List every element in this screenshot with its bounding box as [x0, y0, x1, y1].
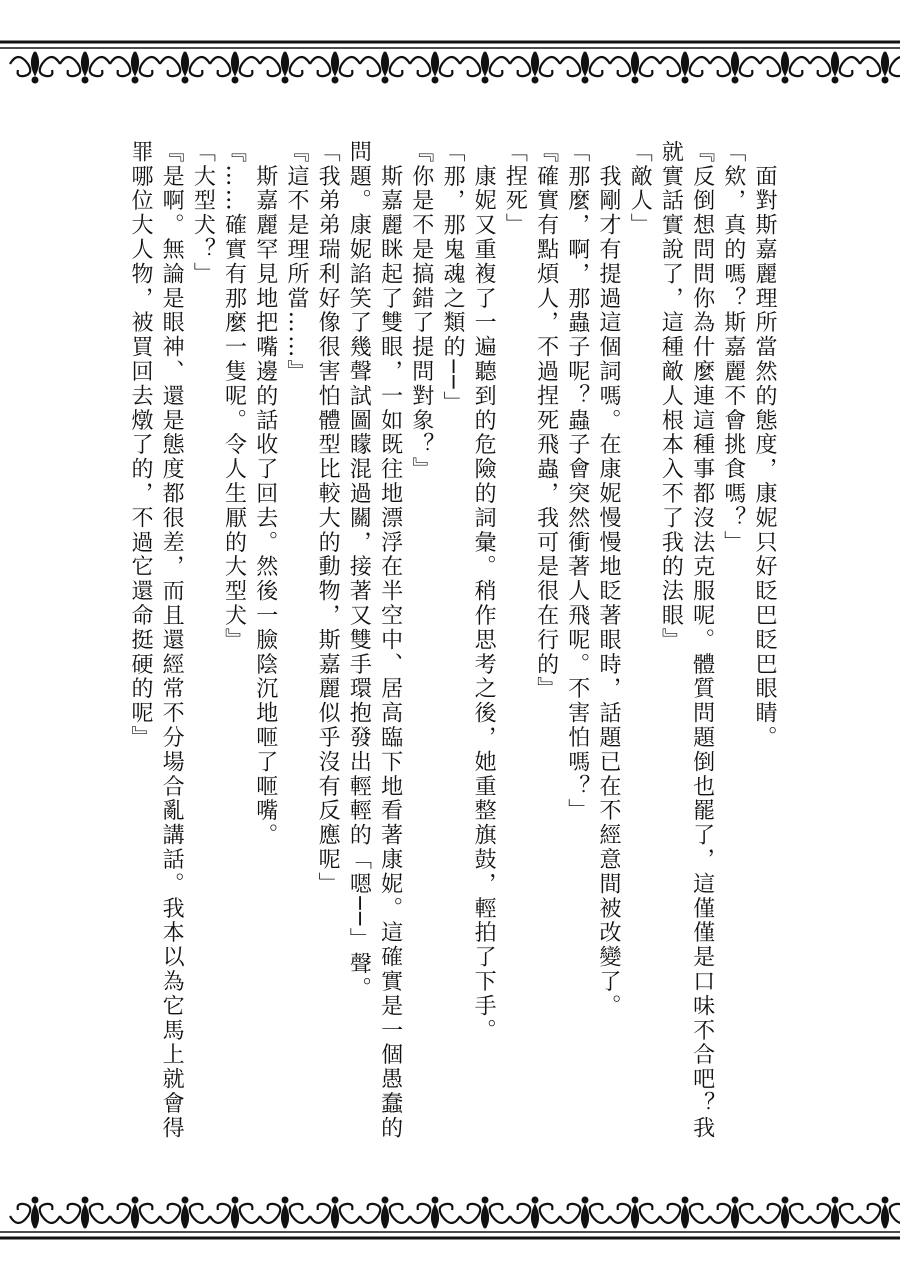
vertical-text-body [100, 140, 780, 1160]
paragraph: 斯嘉麗罕見地把嘴邊的話收了回去。然後一臉陰沉地咂了咂嘴。 [252, 140, 278, 848]
paragraph: 『確實有點煩人，不過捏死飛蟲，我可是很在行的』 [533, 140, 559, 702]
bottom-ornamental-border [0, 1186, 900, 1246]
paragraph: 「捏死」 [502, 140, 528, 238]
paragraph: 我剛才有提過這個詞嗎。在康妮慢慢地眨著眼時，話題已在不經意間被改變了。 [595, 140, 621, 1019]
paragraph: 斯嘉麗眯起了雙眼，一如既往地漂浮在半空中、居高臨下地看著康妮。這確實是一個愚蠢的問題。康妮諂笑了幾聲試圖矇混過關，接著又雙手環抱發出輕輕的「嗯──」聲。 [346, 140, 403, 1141]
paragraph: 『這不是理所當……』 [283, 140, 309, 384]
paragraph: 『……確實有那麼一隻呢。令人生厭的大型犬』 [221, 140, 247, 653]
paragraph: 康妮又重複了一遍聽到的危險的詞彙。稍作思考之後，她重整旗鼓，輕拍了下手。 [471, 140, 497, 1043]
paragraph: 「欸，真的嗎？斯嘉麗不會挑食嗎？」 [720, 140, 746, 555]
top-ornamental-border [0, 34, 900, 94]
paragraph: 『你是不是搞錯了提問對象？』 [408, 140, 434, 482]
paragraph: 『是啊。無論是眼神、還是態度都很差，而且還經常不分場合亂講話。我本以為它馬上就會得罪哪位大人物，被買回去燉了的，不過它還命挺硬的呢』 [127, 140, 185, 1141]
paragraph: 「大型犬？」 [190, 140, 216, 287]
paragraph: 「我弟弟瑞利好像很害怕體型比較大的動物，斯嘉麗似乎沒有反應呢」 [315, 140, 341, 897]
paragraph: 面對斯嘉麗理所當然的態度，康妮只好眨巴眨巴眼睛。 [752, 140, 777, 750]
paragraph: 「敵人」 [627, 140, 653, 238]
paragraph: 「那，那鬼魂之類的──」 [439, 140, 465, 416]
paragraph: 「那麼，啊，那蟲子呢？蟲子會突然衝著人飛呢。不害怕嗎？」 [564, 140, 590, 824]
paragraph: 『反倒想問問你為什麼連這種事都沒法克服呢。體質問題倒也罷了，這僅僅是口味不合吧？我就實話實說了，這種敵人根本入不了我的法眼』 [658, 140, 715, 1141]
